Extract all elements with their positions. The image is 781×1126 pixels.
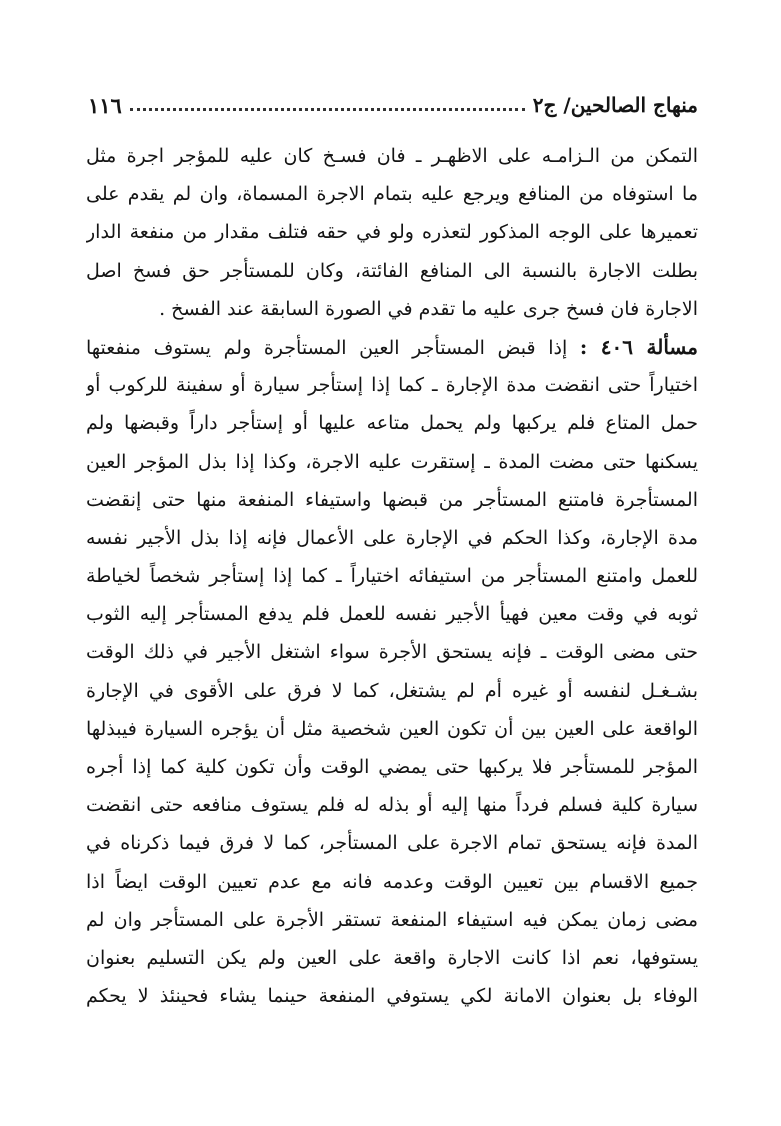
- text-line: اختياراً حتى انقضت مدة الإجارة ـ كما إذا إستأجر سيارة أو سفينة للركوب أو: [86, 374, 698, 397]
- text-line: مضى زمان يمكن فيه استيفاء المنفعة تستقر الأجرة على المستأجر وان لم: [86, 908, 698, 931]
- text-line: الواقعة على العين بين أن تكون العين شخصية مثل أن يؤجره السيارة فيبذلها: [86, 717, 698, 740]
- text-line: المؤجر للمستأجر فلا يركبها حتى يمضي الوقت وأن تكون كلية كما إذا أجره: [86, 756, 698, 778]
- text-line: المستأجرة فامتنع المستأجر من قبضها واستيفاء المنفعة منها حتى إنقضت: [86, 488, 698, 511]
- text-line: مدة الإجارة، وكذا الحكم في الإجارة على الأعمال فإنه إذا بذل الأجير نفسه: [86, 526, 698, 549]
- running-header: [88, 88, 698, 122]
- text-line: تعميرها على الوجه المذكور لتعذره ولو في حقه فتلف مقدار من منفعة الدار: [86, 221, 698, 244]
- page-number: ١١٦: [88, 92, 122, 118]
- text-line: يسكنها حتى مضت المدة ـ إستقرت عليه الاجرة، وكذا إذا بذل المؤجر العين: [86, 450, 698, 473]
- text-line: ما استوفاه من المنافع ويرجع عليه بتمام الاجرة المسماة، وان لم يقدم على: [86, 183, 698, 206]
- text-line: التمكن من الـزامـه على الاظهـر ـ فان فسـخ كان عليه للمؤجر اجرة مثل: [86, 145, 698, 167]
- text-line: سيارة كلية فسلم فرداً منها إليه أو بذله له فلم يستوف منافعه حتى انقضت: [86, 794, 698, 817]
- book-title: منهاج الصالحين/ ج٢: [532, 93, 698, 117]
- text-line: المدة فإنه يستحق تمام الاجرة على المستأجر، كما لا فرق فيما ذكرناه في: [86, 832, 698, 855]
- issue-heading-line: [86, 328, 698, 366]
- text-line: بطلت الاجارة بالنسبة الى المنافع الفائتة، وكان للمستأجر حق فسخ اصل: [86, 259, 698, 282]
- body-text: [86, 137, 698, 1015]
- text-line: يستوفها، نعم اذا كانت الاجارة واقعة على العين ولم يكن التسليم بعنوان: [86, 946, 698, 969]
- text-line: الوفاء بل بعنوان الامانة لكي يستوفي المنفعة حينما يشاء فحينئذ لا يحكم: [86, 985, 698, 1008]
- text-line: حتى مضى الوقت ـ فإنه يستحق الأجرة سواء اشتغل الأجير في ذلك الوقت: [86, 641, 698, 664]
- text-line-paragraph-end: الاجارة فان فسخ جرى عليه ما تقدم في الصورة السابقة عند الفسخ .: [159, 297, 698, 320]
- leader-dots: [130, 108, 525, 111]
- issue-first-line-text: إذا قبض المستأجر العين المستأجرة ولم يستوف منفعتها: [86, 336, 568, 359]
- text-line: للعمل وامتنع المستأجر من استيفائه اختياراً ـ كما إذا إستأجر شخصاً لخياطة: [86, 565, 698, 588]
- text-line: بشـغـل لنفسه أو غيره أم لم يشتغل، كما لا فرق على الأقوى في الإجارة: [86, 679, 698, 702]
- text-line: جميع الاقسام بين تعيين الوقت وعدمه فانه مع عدم تعيين الوقت ايضاً اذا: [86, 870, 698, 893]
- text-line: حمل المتاع فلم يركبها ولم يحمل متاعه عليها أو إستأجر داراً وقبضها ولم: [86, 412, 698, 435]
- issue-number-label: مسألة ٤٠٦ :: [579, 334, 698, 359]
- text-line: ثوبه في وقت معين فهيأ الأجير نفسه للعمل فلم يدفع المستأجر إليه الثوب: [86, 603, 698, 626]
